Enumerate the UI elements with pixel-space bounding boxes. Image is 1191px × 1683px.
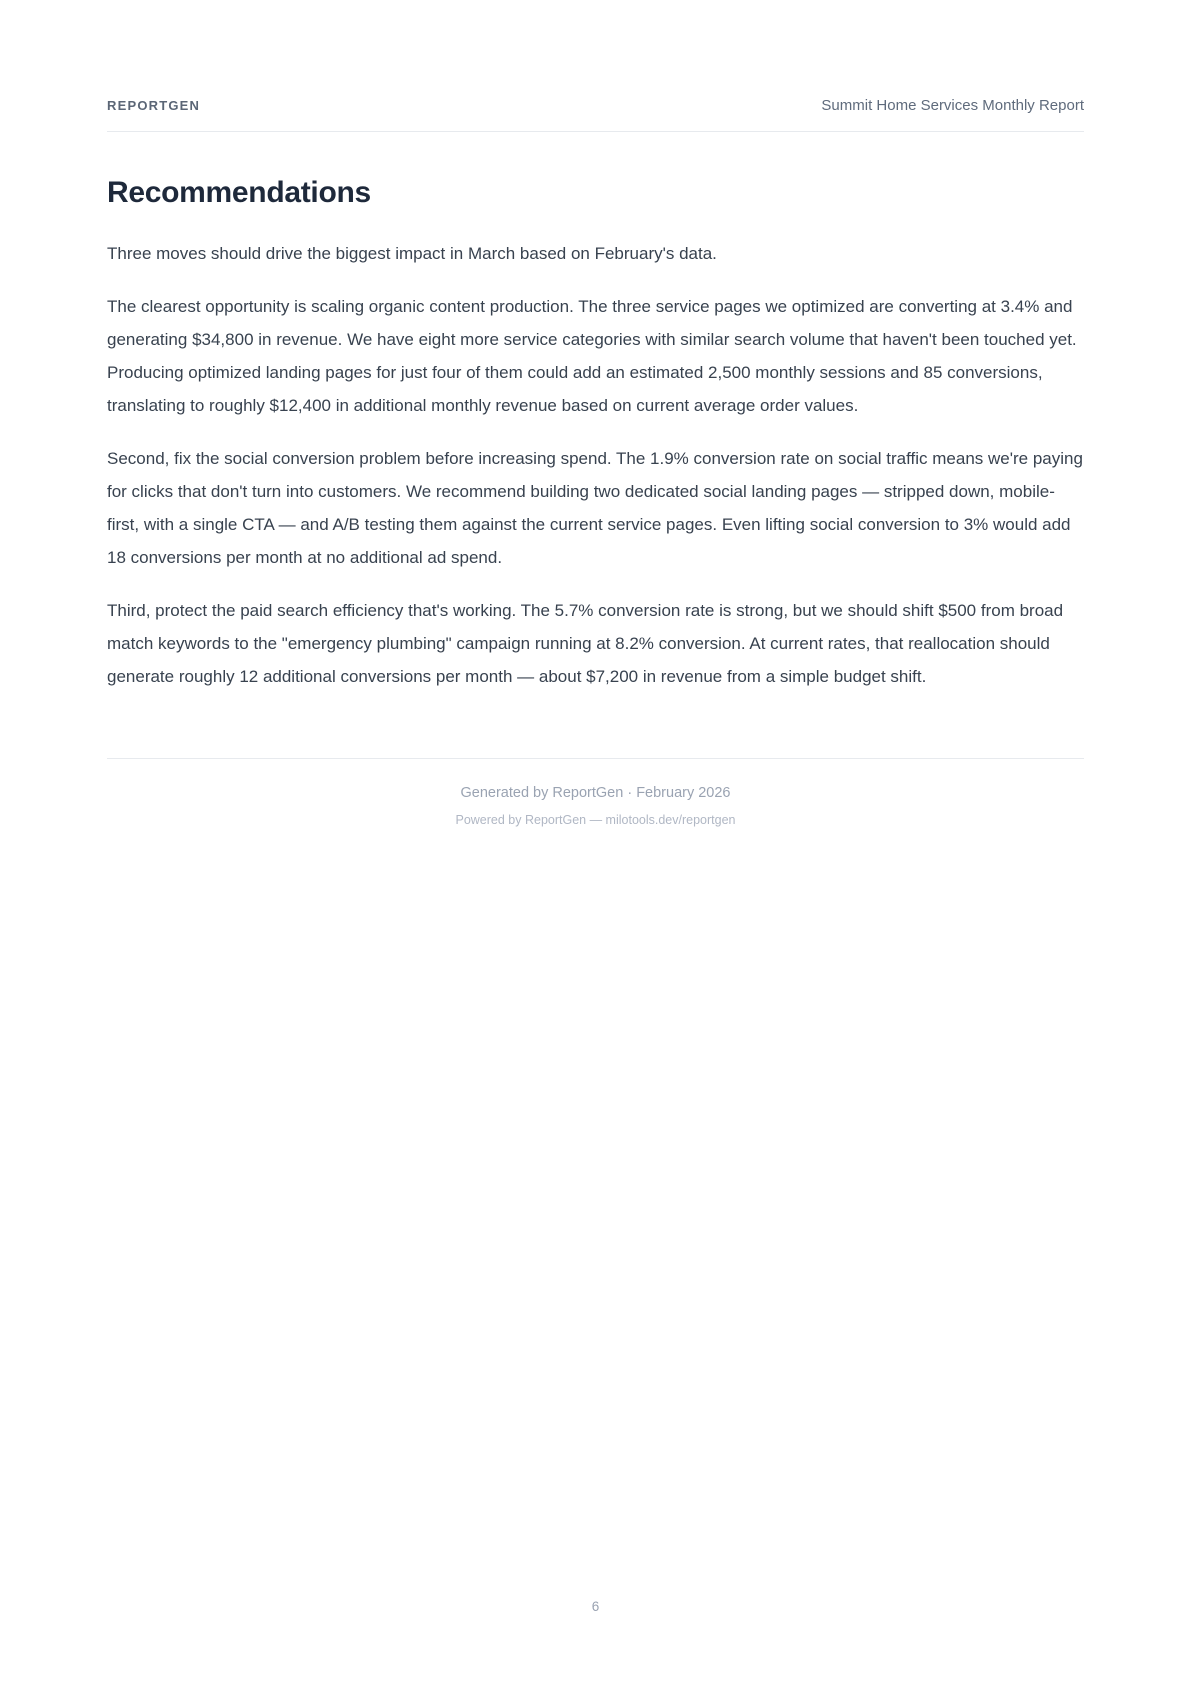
brand-label: REPORTGEN	[107, 98, 201, 113]
page-header	[107, 0, 1084, 114]
section-heading: Recommendations	[107, 176, 371, 209]
generated-by-text: Generated by ReportGen · February 2026	[460, 785, 731, 801]
paragraph-paid-search: Third, protect the paid search efficiency that's working. The 5.7% conversion rate is strong, but we should shift $500 from broad match keywords to the "emergency plumbing" campaign running at 8.2% conversion. At current rates, that reallocation should generate roughly 12 additional conversions per month — about $7,200 in revenue from a simple budget shift.	[107, 601, 1064, 686]
footer-divider	[107, 758, 1084, 759]
paragraph-social-conversion: Second, fix the social conversion problem before increasing spend. The 1.9% conversion rate on social traffic means we're paying for clicks that don't turn into customers. We recommend building two dedicated social landing pages — stripped down, mobile-first, with a single CTA — and A/B testing them against the current service pages. Even lifting social conversion to 3% would add 18 conversions per month at no additional ad spend.	[107, 449, 1083, 567]
powered-by-text: Powered by ReportGen — milotools.dev/reportgen	[455, 813, 736, 827]
paragraph-organic-content: The clearest opportunity is scaling organic content production. The three service pages we optimized are converting at 3.4% and generating $34,800 in revenue. We have eight more service categories with similar search volume that haven't been touched yet. Producing optimized landing pages for just four of them could add an estimated 2,500 monthly sessions and 85 conversions, translating to roughly $12,400 in additional monthly revenue based on current average order values.	[107, 297, 1077, 415]
paragraph-intro: Three moves should drive the biggest impact in March based on February's data.	[107, 244, 717, 263]
report-title: Summit Home Services Monthly Report	[821, 97, 1084, 114]
page-footer	[107, 782, 1084, 829]
header-divider	[107, 131, 1084, 132]
content	[107, 174, 1084, 693]
page-number: 6	[591, 1599, 600, 1614]
